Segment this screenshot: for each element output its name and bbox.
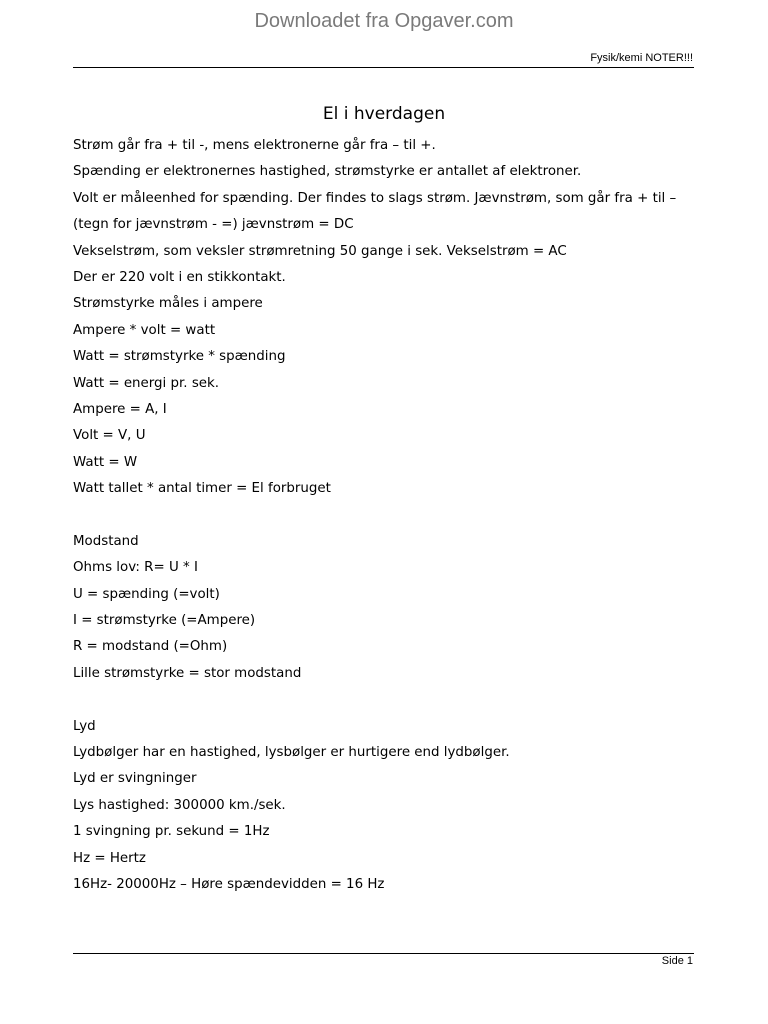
text-line: Modstand (73, 533, 139, 549)
text-line: Ohms lov: R= U * I (73, 560, 198, 576)
page-number: Side 1 (661, 955, 693, 967)
text-line: Lille strømstyrke = stor modstand (73, 665, 302, 681)
text-line: U = spænding (=volt) (73, 586, 220, 602)
document-title: El i hverdagen (322, 104, 446, 124)
text-line: 16Hz- 20000Hz – Høre spændevidden = 16 Hz (73, 876, 385, 892)
text-line: Watt tallet * antal timer = El forbruget (73, 481, 331, 497)
blank-line (73, 502, 698, 528)
text-line: Ampere * volt = watt (73, 322, 216, 338)
text-line: (tegn for jævnstrøm - =) jævnstrøm = DC (73, 217, 354, 233)
text-line: Hz = Hertz (73, 850, 146, 866)
text-line: Watt = W (73, 454, 138, 470)
text-line: Watt = energi pr. sek. (73, 375, 220, 391)
text-line: Strømstyrke måles i ampere (73, 296, 263, 312)
text-line: Vekselstrøm, som veksler strømretning 50 gange i sek. Vekselstrøm = AC (73, 243, 567, 259)
footer-divider (73, 953, 694, 954)
text-line: Strøm går fra + til -, mens elektronerne går fra – til +. (73, 138, 436, 153)
text-line: Volt er måleenhed for spænding. Der findes to slags strøm. Jævnstrøm, som går fra + til – (73, 190, 677, 206)
text-line: R = modstand (=Ohm) (73, 639, 228, 655)
text-line: Watt = strømstyrke * spænding (73, 349, 286, 365)
blank-line (73, 687, 698, 713)
text-line: 1 svingning pr. sekund = 1Hz (73, 824, 270, 840)
text-line: Lys hastighed: 300000 km./sek. (73, 797, 286, 813)
header-label: Fysik/kemi NOTER!!! (590, 52, 693, 64)
text-line: Ampere = A, I (73, 401, 167, 417)
text-line: I = strømstyrke (=Ampere) (73, 613, 256, 629)
header-divider (73, 67, 694, 68)
text-line: Volt = V, U (73, 428, 146, 444)
text-line: Lyd (73, 718, 96, 734)
watermark-text: Downloadet fra Opgaver.com (254, 10, 514, 32)
document-body (73, 133, 698, 898)
text-line: Spænding er elektronernes hastighed, strømstyrke er antallet af elektroner. (73, 164, 582, 180)
text-line: Lyd er svingninger (73, 771, 197, 787)
text-line: Lydbølger har en hastighed, lysbølger er hurtigere end lydbølger. (73, 744, 510, 760)
text-line: Der er 220 volt i en stikkontakt. (73, 269, 286, 285)
